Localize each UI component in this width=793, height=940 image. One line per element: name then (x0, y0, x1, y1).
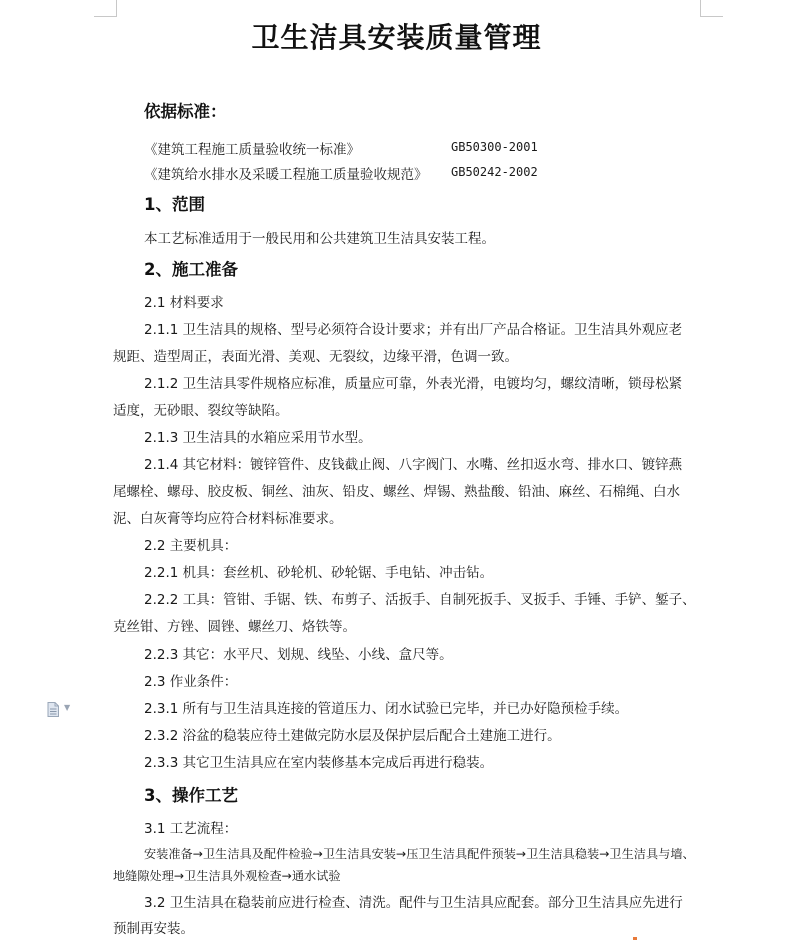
para-2-1-1-line1: 2.1.1 卫生洁具的规格、型号必须符合设计要求；并有出厂产品合格证。卫生洁具外观应老 (144, 322, 683, 338)
para-2-1-4-line1: 2.1.4 其它材料：镀锌管件、皮钱截止阀、八字阀门、水嘴、丝扣返水弯、排水口、镀锌燕 (144, 457, 683, 473)
standard-code-1: GB50300-2001 (451, 140, 538, 154)
section-1-heading: 1、范围 (144, 195, 205, 214)
para-2-1-4-line2: 尾螺栓、螺母、胶皮板、铜丝、油灰、铅皮、螺丝、焊锡、熟盐酸、铅油、麻丝、石棉绳、白水 (113, 484, 680, 500)
para-2-2-2-line1: 2.2.2 工具：管钳、手锯、铁、布剪子、活扳手、自制死扳手、叉扳手、手锤、手铲、錾子、 (144, 592, 696, 608)
para-2-3-1: 2.3.1 所有与卫生洁具连接的管道压力、闭水试验已完毕，并已办好隐预检手续。 (144, 701, 629, 717)
standard-name-2: 《建筑给水排水及采暖工程施工质量验收规范》 (144, 167, 428, 183)
para-2-1-4-line3: 泥、白灰膏等均应符合材料标准要求。 (113, 511, 343, 527)
chevron-down-icon[interactable]: ▼ (64, 703, 71, 712)
basis-heading: 依据标准： (144, 102, 227, 121)
document-icon[interactable] (47, 702, 59, 717)
standard-code-2: GB50242-2002 (451, 165, 538, 179)
page-corner-mark-right (700, 0, 723, 17)
document-title: 卫生洁具安装质量管理 (251, 21, 542, 54)
section-3-heading: 3、操作工艺 (144, 786, 238, 805)
section-2-heading: 2、施工准备 (144, 260, 238, 279)
para-2-3-2: 2.3.2 浴盆的稳装应待土建做完防水层及保护层后配合土建施工进行。 (144, 728, 561, 744)
para-2-1-1-line2: 规距、造型周正，表面光滑、美观、无裂纹，边缘平滑，色调一致。 (113, 349, 518, 365)
para-2-1: 2.1 材料要求 (144, 295, 224, 311)
para-2-1-2-line2: 适度，无砂眼、裂纹等缺陷。 (113, 403, 289, 419)
para-2-1-3: 2.1.3 卫生洁具的水箱应采用节水型。 (144, 430, 372, 446)
para-2-2-2-line2: 克丝钳、方锉、圆锉、螺丝刀、烙铁等。 (113, 619, 356, 635)
para-2-2: 2.2 主要机具： (144, 538, 238, 554)
process-flow-line2: 地缝隙处理→卫生洁具外观检查→通水试验 (113, 869, 341, 883)
standard-name-1: 《建筑工程施工质量验收统一标准》 (144, 142, 360, 158)
para-3-2-line1: 3.2 卫生洁具在稳装前应进行检查、清洗。配件与卫生洁具应配套。部分卫生洁具应先进行 (144, 895, 683, 911)
page-corner-mark-left (94, 0, 117, 17)
section-1-text: 本工艺标准适用于一般民用和公共建筑卫生洁具安装工程。 (144, 231, 495, 247)
para-3-1: 3.1 工艺流程： (144, 821, 238, 837)
process-flow-line1: 安装准备→卫生洁具及配件检验→卫生洁具安装→压卫生洁具配件预装→卫生洁具稳装→卫生洁具与墙、 (144, 847, 695, 861)
para-2-2-1: 2.2.1 机具：套丝机、砂轮机、砂轮锯、手电钻、冲击钻。 (144, 565, 494, 581)
para-2-3: 2.3 作业条件： (144, 674, 238, 690)
para-2-2-3: 2.2.3 其它：水平尺、划规、线坠、小线、盒尺等。 (144, 647, 453, 663)
para-3-2-line2: 预制再安装。 (113, 921, 194, 937)
para-2-1-2-line1: 2.1.2 卫生洁具零件规格应标准，质量应可靠，外表光滑，电镀均匀，螺纹清晰，锁母松紧 (144, 376, 683, 392)
para-2-3-3: 2.3.3 其它卫生洁具应在室内装修基本完成后再进行稳装。 (144, 755, 494, 771)
